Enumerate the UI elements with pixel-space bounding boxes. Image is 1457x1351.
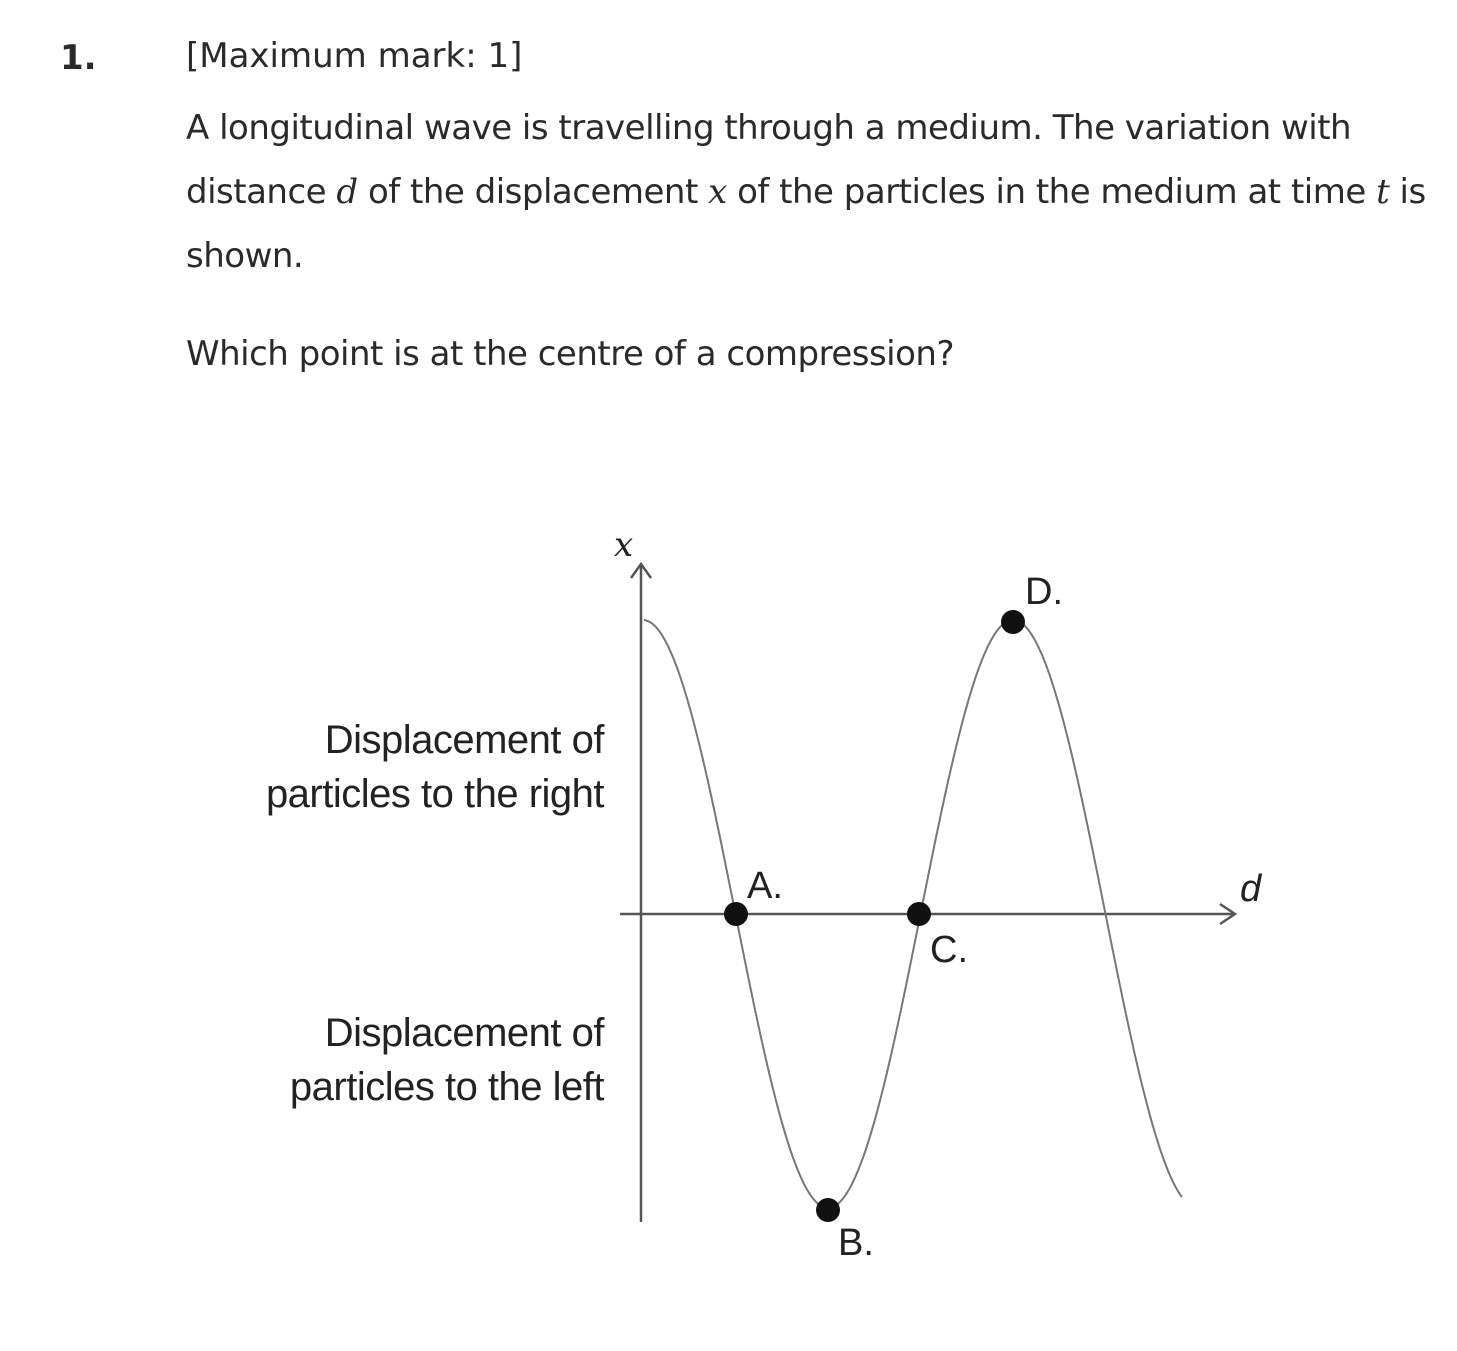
stem-text-2: of the displacement xyxy=(357,172,709,212)
point-b xyxy=(816,1198,840,1222)
x-axis-label: d xyxy=(1240,868,1262,910)
point-a xyxy=(724,902,748,926)
point-c xyxy=(907,902,931,926)
y-axis-label: x xyxy=(614,525,634,565)
variable-t: t xyxy=(1376,172,1390,212)
point-d xyxy=(1001,610,1025,634)
question-number: 1. xyxy=(60,38,97,78)
stem-text-1: A longitudinal wave is travelling through a medium. The variation with distance xyxy=(186,108,1352,212)
label-point-c: C. xyxy=(930,929,968,971)
label-right-line1: Displacement of xyxy=(324,718,604,762)
variable-d: d xyxy=(336,172,358,212)
label-point-a: A. xyxy=(747,865,783,907)
question-prompt: Which point is at the centre of a compression? xyxy=(186,334,955,374)
label-point-b: B. xyxy=(838,1222,874,1264)
label-left-line1: Displacement of xyxy=(324,1011,604,1055)
maximum-mark: [Maximum mark: 1] xyxy=(186,36,523,76)
label-left-line2: particles to the left xyxy=(289,1065,604,1109)
stem-text-4: is shown. xyxy=(186,172,1426,276)
stem-text-3: of the particles in the medium at time xyxy=(726,172,1377,212)
label-point-d: D. xyxy=(1025,571,1063,613)
variable-x: x xyxy=(708,172,727,212)
label-right-line2: particles to the right xyxy=(265,772,604,816)
